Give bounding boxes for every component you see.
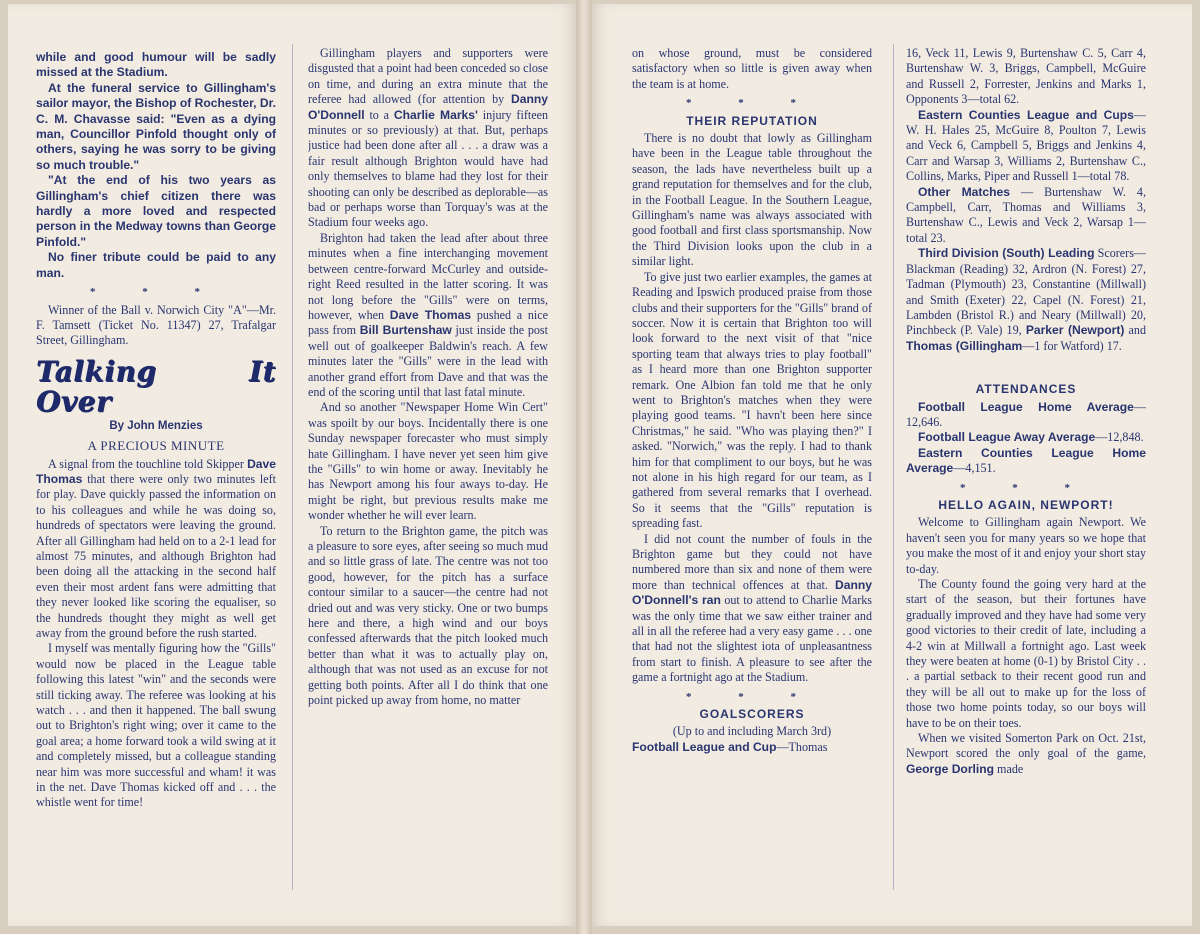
- scorers-paragraph: Eastern Counties League and Cups—W. H. Hales 25, McGuire 8, Poulton 7, Lewis and Veck 6, Campbell 5, Briggs and Jenkins 4, Carr and Warsap 3, Williams 2, Burtenshaw C., Collins, Marks, Piper and Russell 1—total 78.: [906, 107, 1146, 184]
- section-divider: * * *: [90, 286, 222, 299]
- section-heading: ATTENDANCES: [975, 382, 1077, 397]
- section-divider: * * *: [686, 690, 818, 703]
- intro-paragraph: No finer tribute could be paid to any man.: [36, 250, 276, 280]
- article-paragraph: I myself was mentally figuring how the "Gills" would now be placed in the League table following this latest "win" and the seconds were still ticking away. The referee was looking at his watch . . . and then it happened. The ball swung out to Brighton's right wing; over it came to the goal area; a home forward took a wild swing at it and completely missed, but a colleague standing near him was more successful and wham! it was in the net. Dave Thomas kicked off and . . . the whistle went for time!: [36, 641, 276, 810]
- article-byline: By John Menzies: [109, 419, 203, 432]
- article-paragraph: To give just two earlier examples, the games at Reading and Ipswich produced praise from those clubs and their supporters for the "Gills" brand of soccer. Now it is certain that Brighton too will look forward to the next visit of that "nice sporting team that always tries to play football" as I heard more than one Brighton supporter remark. One Albion fan told me that he only went to Brighton's matches when they were playing good teams. "I havn't been here since Christmas," he said. "Who was playing then?" I asked. "Norwich," was the reply. I had to thank him for that compliment to our boys, but he was not alone in his high regard for our team, as I gathered from several remarks that I overhead. So it seems that the "Gills" reputation is spreading fast.: [632, 269, 872, 531]
- intro-paragraph: "At the end of his two years as Gillingham's chief citizen there was hardly a more loved and respected person in the Medway towns than George Pinfold.": [36, 173, 276, 249]
- article-paragraph: When we visited Somerton Park on Oct. 21st, Newport scored the only goal of the game, George Dorling made: [906, 731, 1146, 776]
- column-1: [36, 50, 276, 928]
- intro-paragraph: At the funeral service to Gillingham's sailor mayor, the Bishop of Rochester, Dr. C. M. Chavasse said: "Even as a dying man, Councillor Pinfold thought only of others, saying he was sorry to be giving so much trouble.": [36, 80, 276, 172]
- article-paragraph: And so another "Newspaper Home Win Cert" was spoilt by our boys. Incidentally there is one Sunday newspaper forecaster who must simply hate Gillingham. I have never yet seen him give the "Gills" to win home or away. Inevitably he has Newport among his four aways to-day. He might be right, but previous results make me wonder whether he will ever learn.: [308, 400, 548, 523]
- column-rule: [893, 44, 894, 890]
- section-heading: HELLO AGAIN, NEWPORT!: [938, 497, 1114, 512]
- article-paragraph: The County found the going very hard at the start of the season, but their fortunes have gradually improved and they have had some very good victories to their credit of late, including a 4-2 win at Millwall a fortnight ago. Last week they were beaten at home (0-1) by Bristol City . . . a partial setback to their recent good run and they will be all out to make up for the loss of those two home points today, so our boys will have to be on their toes.: [906, 577, 1146, 730]
- section-heading: A PRECIOUS MINUTE: [87, 438, 225, 454]
- scorers-paragraph: 16, Veck 11, Lewis 9, Burtenshaw C. 5, Carr 4, Burtenshaw W. 3, Briggs, Campbell, McGuire and Russell 2, Forrester, Jenkins and Marks 1, Opponents 3—total 62.: [906, 46, 1146, 107]
- article-paragraph: Gillingham players and supporters were disgusted that a point had been conceded so close on time, and during an extra minute that the referee had allowed (for attention by Danny O'Donnell to a Charlie Marks' injury fifteen minutes or so previously) at that. But, perhaps justice had been done after all . . . a draw was a fair result although Brighton would have had only themselves to blame had they lost for their shooting can only be described as deplorable—as bad or perhaps worse than Torquay's was at the Stadium four weeks ago.: [308, 46, 548, 230]
- article-paragraph: Welcome to Gillingham again Newport. We haven't seen you for many years so we hope that you make the most of it and enjoy your short stay to-day.: [906, 515, 1146, 576]
- column-4: [906, 46, 1146, 928]
- attendance-line: Football League Home Average—12,646.: [906, 399, 1146, 429]
- scorers-paragraph: Football League and Cup—Thomas: [632, 739, 828, 754]
- section-divider: * * *: [686, 97, 818, 110]
- section-divider: * * *: [960, 481, 1092, 494]
- column-rule: [292, 44, 293, 890]
- scorers-paragraph: Third Division (South) Leading Scorers—Blackman (Reading) 32, Ardron (N. Forest) 27, Tadman (Plymouth) 23, Constantine (Millwall) and Smith (Exeter) 22, Capel (N. Forest) 21, Lambden (Bristol R.) and Neary (Millwall) 20, Pinchbeck (P. Vale) 19, Parker (Newport) and Thomas (Gillingham—1 for Watford) 17.: [906, 246, 1146, 353]
- section-subheading: (Up to and including March 3rd): [672, 724, 832, 739]
- attendance-line: Football League Away Average—12,848.: [918, 430, 1144, 445]
- section-heading: GOALSCORERS: [699, 707, 805, 722]
- article-paragraph: There is no doubt that lowly as Gillingham have been in the League table throughout the season, the lads have nevertheless built up a grand reputation for themselves and for the club, in the Football League. In the Southern League, Gillingham's name was always associated with good football and first class sportsmanship. Now the Third Division looks upon the club in a similar light.: [632, 131, 872, 269]
- article-paragraph: Brighton had taken the lead after about three minutes when a fine interchanging movement between centre-forward McCurley and outside-right Reed resulted in the latter scoring. It was not long before the "Gills" were on terms, however, when Dave Thomas pushed a nice pass from Bill Burtenshaw just inside the post well out of goalkeeper Baldwin's reach. A few minutes later the "Gills" were in the lead with another grand effort from Dave and that was the end of the scoring until that last fatal minute.: [308, 230, 548, 399]
- spacer: [906, 354, 1146, 380]
- column-2: [308, 46, 548, 928]
- page-gutter: [576, 0, 592, 934]
- ball-winner-notice: Winner of the Ball v. Norwich City "A"—Mr. F. Tamsett (Ticket No. 11347) 27, Trafalgar Street, Gillingham.: [36, 302, 276, 348]
- attendance-line: Eastern Counties League Home Average—4,151.: [906, 445, 1146, 476]
- article-title: Talking It Over: [36, 354, 276, 418]
- article-paragraph: I did not count the number of fouls in the Brighton game but they could not have numbered more than six and none of them were more than technical offences at that. Danny O'Donnell's ran out to attend to Charlie Marks was the only time that we saw either trainer and all in all the referee had a very easy game . . . one that had not the slightest iota of unpleasantness from start to finish. A pleasure to see after the game a fortnight ago at the Stadium.: [632, 531, 872, 685]
- article-paragraph: on whose ground, must be considered satisfactory when so little is given away when the team is at home.: [632, 46, 872, 91]
- section-heading: THEIR REPUTATION: [686, 113, 818, 128]
- article-paragraph: To return to the Brighton game, the pitch was a pleasure to sore eyes, after seeing so much mud and so little grass of late. The centre was not too good, however, for the pitch has a surface contour similar to a saucer—the centre had not dried out and was very sticky. One or two bumps here and there, a high wind and our boys confessed afterwards that the pitch looked much better than what it was to actually play on, although that was not used as an excuse for not getting both points. After all I do think that one point picked up away from home, no matter: [308, 523, 548, 708]
- article-paragraph: A signal from the touchline told Skipper Dave Thomas that there were only two minutes left for play. Dave quickly passed the information on to his colleagues and while he was doing so, hundreds of spectators were leaving the ground. After all Gillingham had held on to a 2-1 lead for almost 75 minutes, and although Brighton had been doing all the attacking in the second half even their most ardent fans were admitting that they never looked like scoring the equaliser, so the hundreds thought they might as well get away from the ground before the rush started.: [36, 456, 276, 640]
- intro-paragraph: while and good humour will be sadly missed at the Stadium.: [36, 50, 276, 80]
- scorers-paragraph: Other Matches — Burtenshaw W. 4, Campbell, Carr, Thomas and Williams 3, Burtenshaw C., Lewis and Veck 2, Warsap 1—total 23.: [906, 184, 1146, 245]
- column-3: [632, 46, 872, 928]
